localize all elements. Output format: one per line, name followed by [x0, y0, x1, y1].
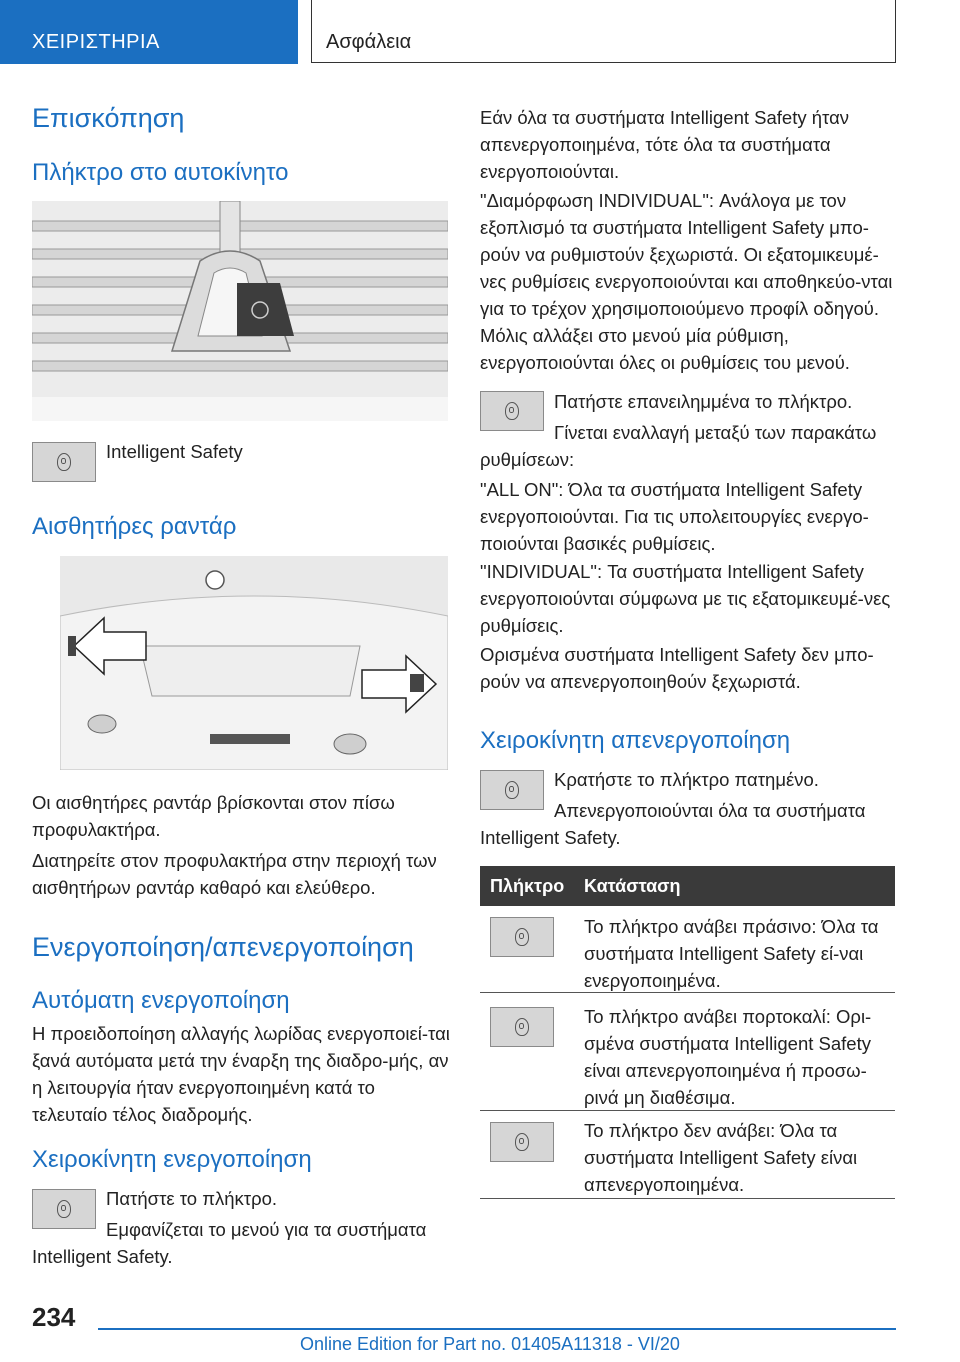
- intelligent-safety-button-image: [32, 1189, 96, 1229]
- deactivated-text: Απενεργοποιούνται όλα τα συστήματα Intelligent Safety.: [480, 800, 866, 848]
- switch-settings-text: Γίνεται εναλλαγή μεταξύ των παρακάτω ρυθμίσεων:: [480, 422, 877, 470]
- grille-button-illustration: [32, 201, 448, 421]
- button-heading: Πλήκτρο στο αυτοκίνητο: [32, 159, 289, 186]
- auto-activation-paragraph: Η προειδοποίηση αλλαγής λωρίδας ενεργοποιεί-ται ξανά αυτόματα μετά την έναρξη της διαδρο-μής, αν η λειτουργία ήταν ενεργοποιημένη κατά το τελευταίο τέλος διαδρομής.: [32, 1023, 450, 1125]
- header-section-label: ΧΕΙΡΙΣΤΗΡΙΑ: [32, 31, 160, 53]
- manual-activation-paragraph-2: Intelligent Safety.: [32, 1246, 173, 1267]
- auto-activation-heading: Αυτόματη ενεργοποίηση: [32, 987, 290, 1014]
- manual-deactivation-heading: Χειροκίνητη απενεργοποίηση: [480, 727, 791, 754]
- radar-paragraph-1: Οι αισθητήρες ραντάρ βρίσκονται στον πίσω προφυλακτήρα.: [32, 792, 395, 840]
- button-caption: Intelligent Safety: [106, 441, 243, 462]
- intelligent-safety-icon: [515, 1133, 529, 1151]
- status-table-header: [480, 866, 895, 906]
- header-section-tab: [0, 0, 298, 64]
- table-row-icon: [490, 917, 554, 957]
- page-number: 234: [32, 1302, 76, 1332]
- intelligent-safety-icon: [505, 402, 519, 420]
- table-row-divider: [480, 1110, 895, 1111]
- hold-button-text: Κρατήστε το πλήκτρο πατημένο.: [554, 769, 819, 790]
- individual-text: "INDIVIDUAL": Τα συστήματα Intelligent Safety ενεργοποιούνται σύμφωνα με τις εξατομικευμέ-νες ρυθμίσεις.: [480, 561, 891, 636]
- intelligent-safety-icon: [57, 453, 71, 471]
- bumper-drawing: [60, 556, 448, 770]
- footer-edition: Online Edition for Part no. 01405A11318 - VI/20: [300, 1334, 680, 1354]
- table-col-status: Κατάσταση: [584, 876, 681, 896]
- all-on-text: "ALL ON": Όλα τα συστήματα Intelligent Safety ενεργοποιούνται. Για τις υπολειτουργίες ενεργο-ποιούνται βασικές ρυθμίσεις.: [480, 479, 869, 554]
- table-row-divider: [480, 992, 895, 993]
- table-row-status: Το πλήκτρο δεν ανάβει: Όλα τα συστήματα Intelligent Safety είναι απενεργοποιημένα.: [584, 1120, 858, 1195]
- manual-activation-paragraph-1: Πατήστε το πλήκτρο.: [106, 1188, 278, 1209]
- radar-paragraph-2: Διατηρείτε στον προφυλακτήρα στην περιοχή των αισθητήρων ραντάρ καθαρό και ελεύθερο.: [32, 850, 437, 898]
- rear-bumper-radar-illustration: [60, 556, 448, 770]
- grille-drawing: [32, 201, 448, 421]
- intelligent-safety-button-image: [32, 442, 96, 482]
- intelligent-safety-icon: [515, 1018, 529, 1036]
- manual-activation-heading: Χειροκίνητη ενεργοποίηση: [32, 1146, 312, 1173]
- table-row-icon: [490, 1122, 554, 1162]
- activation-heading: Ενεργοποίηση/απενεργοποίηση: [32, 932, 414, 962]
- some-systems-text: Ορισμένα συστήματα Intelligent Safety δεν μπο-ρούν να απενεργοποιηθούν ξεχωριστά.: [480, 644, 874, 692]
- manual-activation-paragraph-2-line1: Εμφανίζεται το μενού για τα συστήματα: [106, 1219, 427, 1240]
- table-row-divider: [480, 1198, 895, 1199]
- header-topic-box: [311, 0, 896, 63]
- table-row-icon: [490, 1007, 554, 1047]
- right-paragraph-1: Εάν όλα τα συστήματα Intelligent Safety ήταν απενεργοποιημένα, τότε όλα τα συστήματα ενεργοποιούνται.: [480, 107, 850, 182]
- footer-divider: [98, 1328, 896, 1330]
- individual-config-paragraph: "Διαμόρφωση INDIVIDUAL": Ανάλογα με τον εξοπλισμό τα συστήματα Intelligent Safety μπο-ρούν να ρυθμιστούν ξεχωριστά. Οι εξατομικευμέ-νες ρυθμίσεις ενεργοποιούνται και αποθηκεύο-νται για το τρέχον χρησιμοποιούμενο προφίλ οδηγού. Μόλις αλλάξει στο μενού μία ρύθμιση, ενεργοποιούνται όλες οι ρυθμίσεις του μενού.: [480, 190, 893, 373]
- table-col-button: Πλήκτρο: [490, 876, 565, 896]
- header-topic-label: Ασφάλεια: [326, 31, 412, 53]
- table-row-status: Το πλήκτρο ανάβει πράσινο: Όλα τα συστήματα Intelligent Safety εί-ναι ενεργοποιημένα.: [584, 916, 879, 991]
- intelligent-safety-icon: [515, 928, 529, 946]
- overview-heading: Επισκόπηση: [32, 103, 185, 133]
- table-row-status: Το πλήκτρο ανάβει πορτοκαλί: Ορι-σμένα συστήματα Intelligent Safety είναι απενεργοποιημένα ή προσω-ρινά μη διαθέσιμα.: [584, 1006, 872, 1108]
- radar-heading: Αισθητήρες ραντάρ: [32, 513, 237, 540]
- press-repeatedly-text: Πατήστε επανειλημμένα το πλήκτρο.: [554, 391, 853, 412]
- intelligent-safety-icon: [57, 1200, 71, 1218]
